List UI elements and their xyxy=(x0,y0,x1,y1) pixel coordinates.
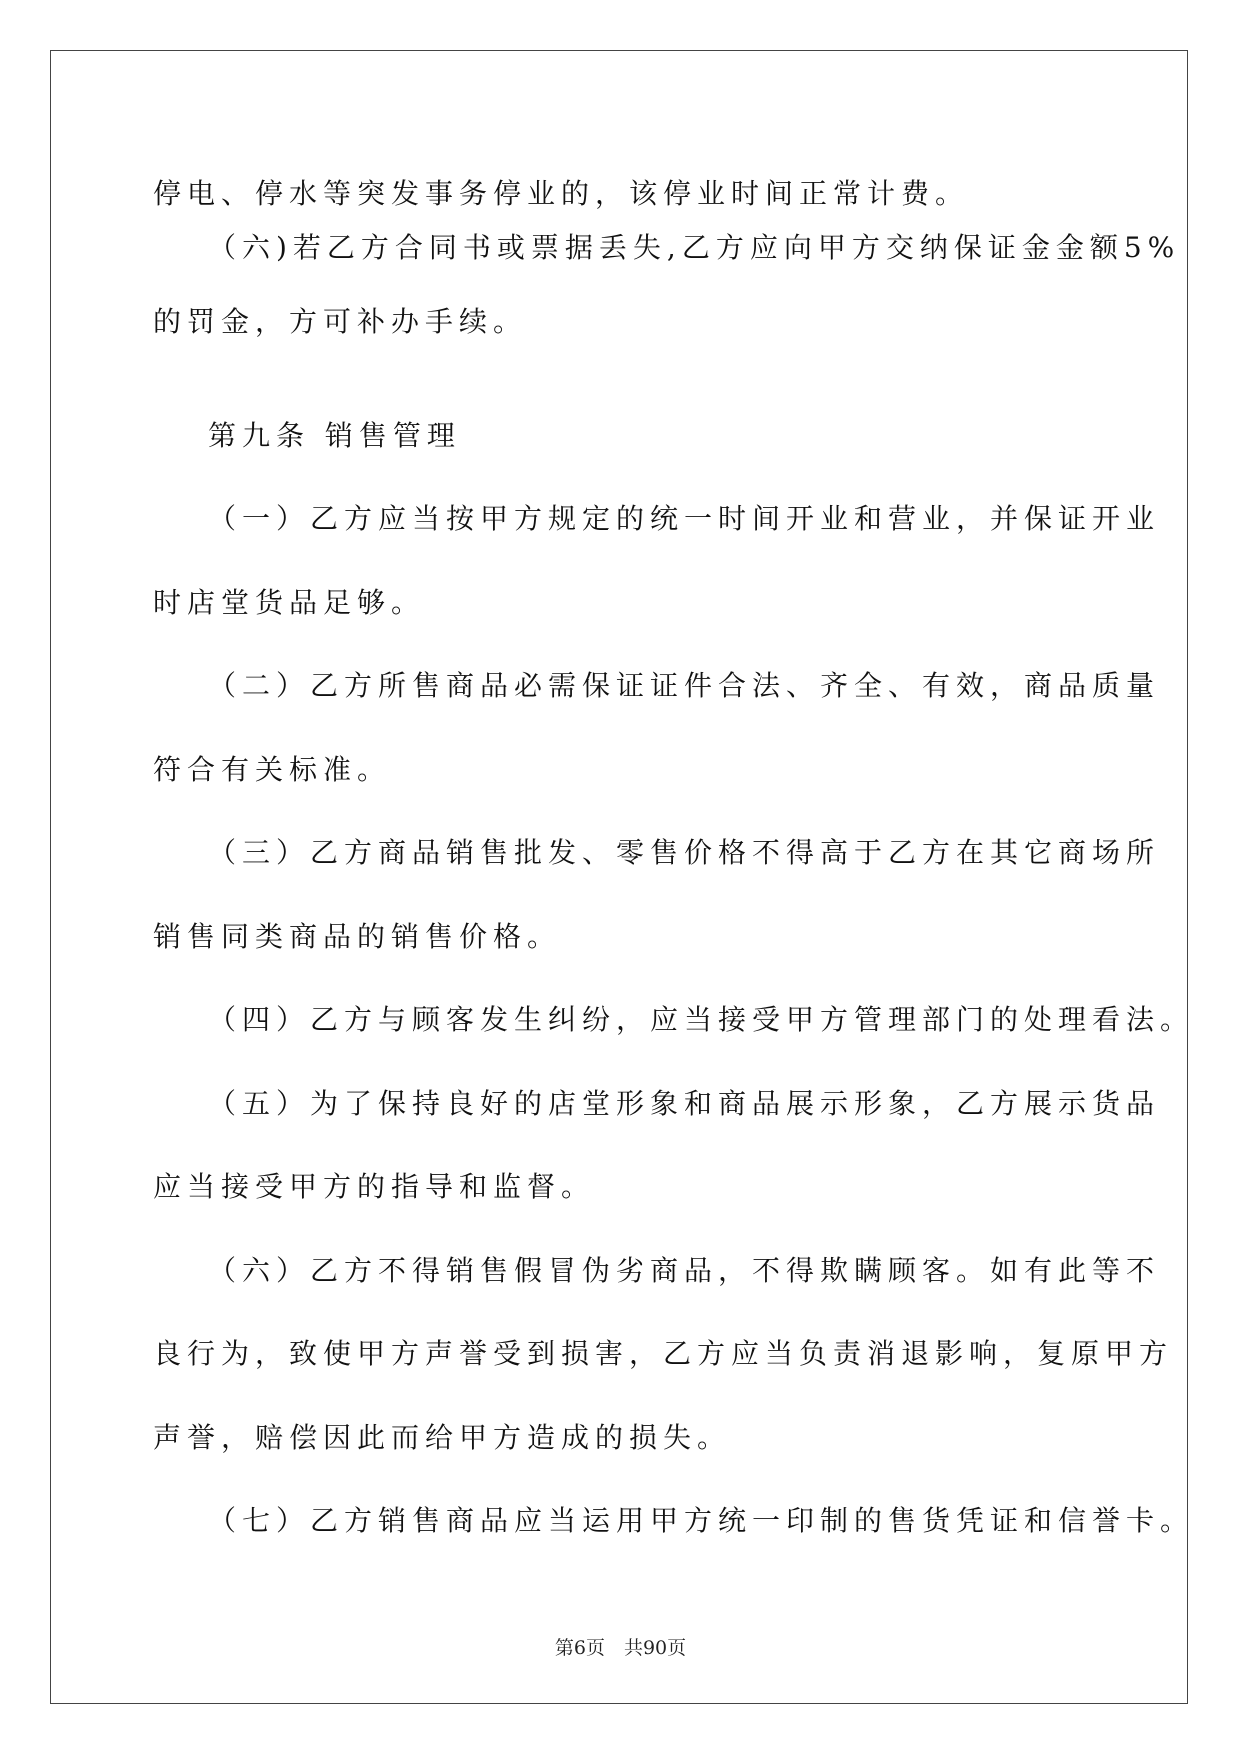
text-line-15: 良行为，致使甲方声誉受到损害，乙方应当负责消退影响，复原甲方 xyxy=(153,1337,1174,1370)
text-line-10: 销售同类商品的销售价格。 xyxy=(153,920,562,953)
text-line-17: （七）乙方销售商品应当运用甲方统一印制的售货凭证和信誉卡。 xyxy=(208,1504,1195,1537)
text-line-9: （三）乙方商品销售批发、零售价格不得高于乙方在其它商场所 xyxy=(208,836,1161,869)
section-heading: 第九条 销售管理 xyxy=(208,419,461,452)
text-line-3: 的罚金，方可补办手续。 xyxy=(153,305,528,338)
text-line-11: （四）乙方与顾客发生纠纷，应当接受甲方管理部门的处理看法。 xyxy=(208,1003,1195,1036)
text-line-1: 停电、停水等突发事务停业的，该停业时间正常计费。 xyxy=(153,177,970,210)
text-line-12: （五）为了保持良好的店堂形象和商品展示形象，乙方展示货品 xyxy=(208,1087,1161,1120)
text-line-16: 声誉，赔偿因此而给甲方造成的损失。 xyxy=(153,1421,732,1454)
page-number-footer: 第6页 共90页 xyxy=(554,1637,687,1659)
text-line-8: 符合有关标准。 xyxy=(153,753,392,786)
text-line-6: 时店堂货品足够。 xyxy=(153,586,426,619)
text-line-2: （六)若乙方合同书或票据丢失,乙方应向甲方交纳保证金金额5% xyxy=(208,231,1181,264)
text-line-14: （六）乙方不得销售假冒伪劣商品，不得欺瞒顾客。如有此等不 xyxy=(208,1254,1161,1287)
text-line-7: （二）乙方所售商品必需保证证件合法、齐全、有效，商品质量 xyxy=(208,669,1161,702)
text-line-13: 应当接受甲方的指导和监督。 xyxy=(153,1170,596,1203)
text-line-5: （一）乙方应当按甲方规定的统一时间开业和营业，并保证开业 xyxy=(208,502,1161,535)
